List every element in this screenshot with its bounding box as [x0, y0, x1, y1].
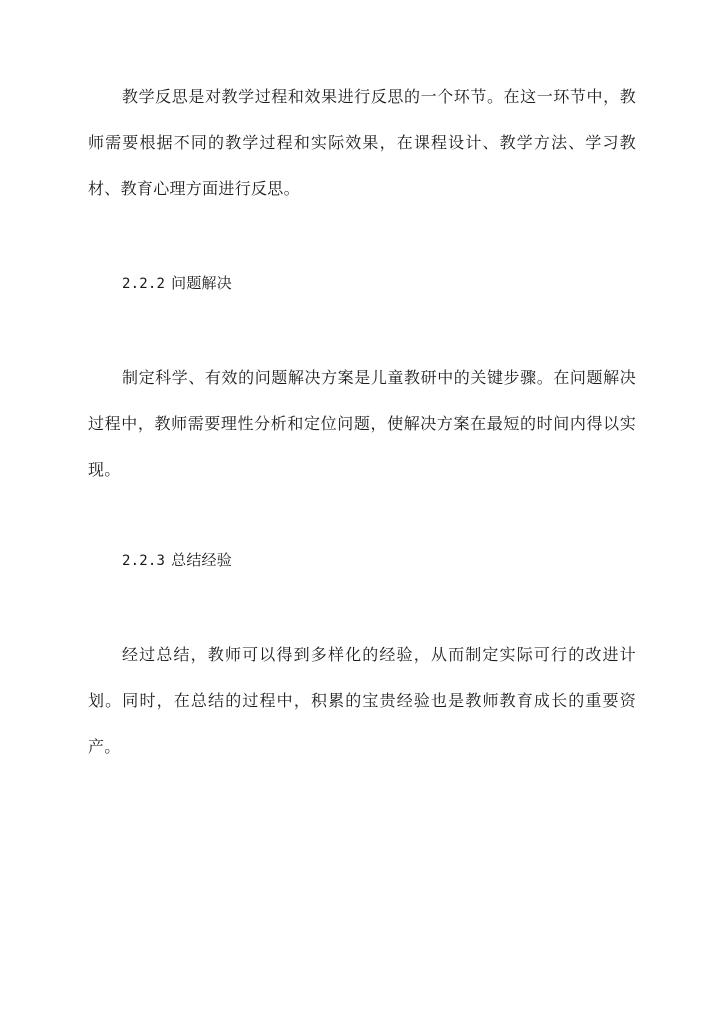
section-heading-problem-solving [122, 271, 232, 296]
paragraph-summary-experience: 经过总结，教师可以得到多样化的经验，从而制定实际可行的改进计划。同时，在总结的过程中，积累的宝贵经验也是教师教育成长的重要资产。 [88, 645, 636, 756]
section-title: 问题解决 [171, 274, 232, 292]
paragraph-teaching-reflection: 教学反思是对教学过程和效果进行反思的一个环节。在这一环节中，教师需要根据不同的教学过程和实际效果，在课程设计、教学方法、学习教材、教育心理方面进行反思。 [88, 87, 636, 198]
paragraph-problem-solving: 制定科学、有效的问题解决方案是儿童教研中的关键步骤。在问题解决过程中，教师需要理性分析和定位问题，使解决方案在最短的时间内得以实现。 [88, 368, 636, 479]
section-number: 2.2.2 [122, 276, 166, 292]
section-number: 2.2.3 [122, 553, 166, 569]
section-title: 总结经验 [171, 551, 232, 569]
section-heading-summary-experience [122, 548, 232, 573]
